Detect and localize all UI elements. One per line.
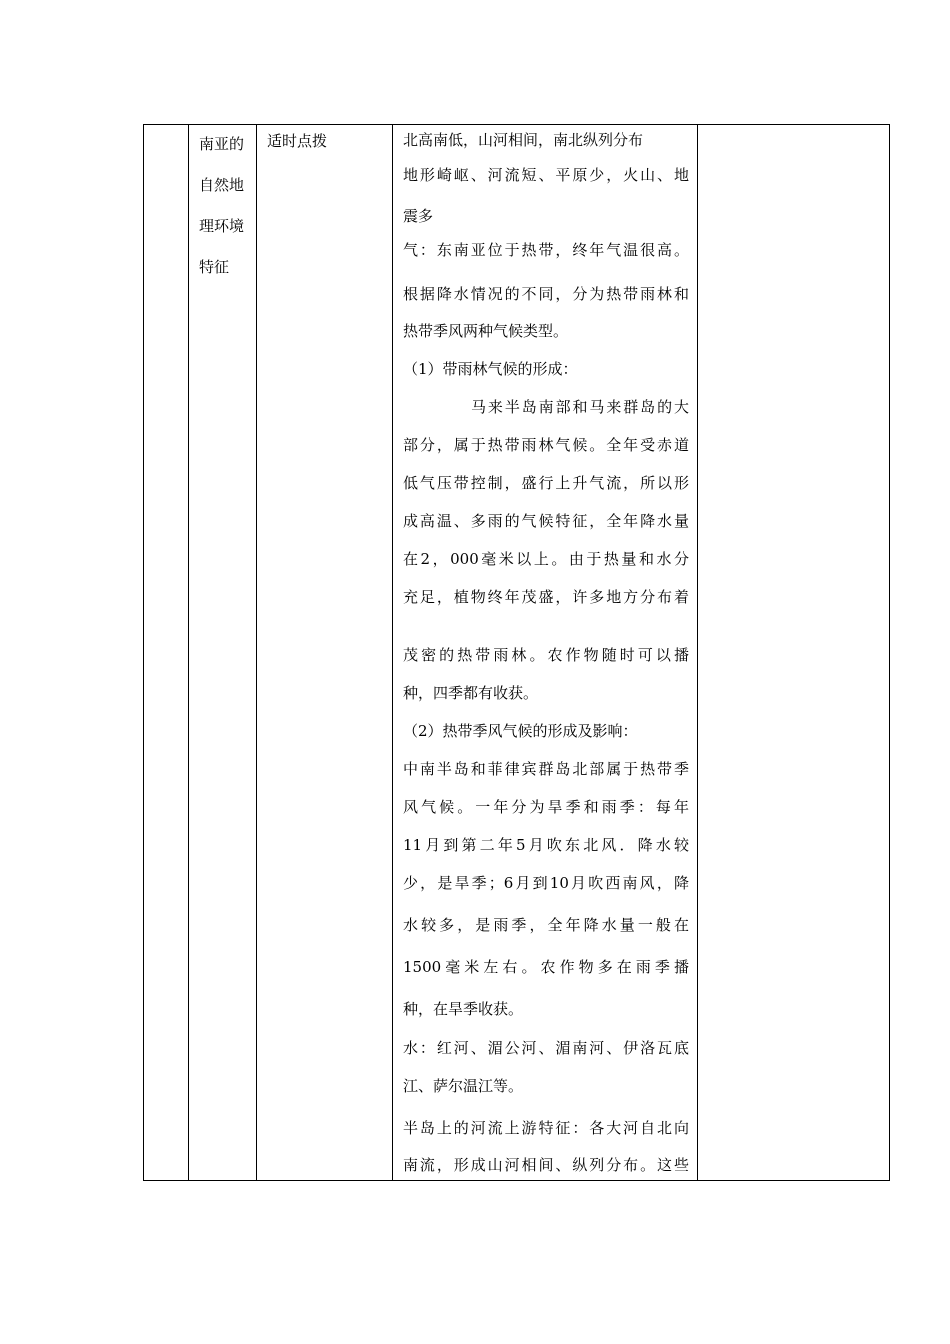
column-divider-3 [392,125,393,1180]
content-line: 低气压带控制，盛行上升气流，所以形 [403,474,689,492]
topic-line: 特征 [199,258,230,276]
content-line: 震多 [403,207,434,225]
content-line: 少，是旱季；6月到10月吹西南风，降 [403,874,689,892]
content-line: 热带季风两种气候类型。 [403,322,569,340]
content-line: 种，在旱季收获。 [403,1000,524,1018]
content-line: 马来半岛南部和马来群岛的大 [471,398,689,416]
content-line: 南流，形成山河相间、纵列分布。这些 [403,1156,689,1174]
content-line: 茂密的热带雨林。农作物随时可以播 [403,646,689,664]
content-line: 水较多，是雨季，全年降水量一般在 [403,916,689,934]
content-line: 11月到第二年5月吹东北风．降水较 [403,836,689,854]
teaching-step-cell [267,129,387,153]
content-line: 半岛上的河流上游特征：各大河自北向 [403,1119,689,1137]
content-line: 在2，000毫米以上。由于热量和水分 [403,550,689,568]
topic-cell [199,124,257,288]
topic-line: 自然地 [199,176,245,194]
content-line: 风气候。一年分为旱季和雨季：每年 [403,798,689,816]
column-divider-1 [188,125,189,1180]
content-line: 1500毫米左右。农作物多在雨季播 [403,958,689,976]
content-line: 种，四季都有收获。 [403,684,539,702]
content-line: 成高温、多雨的气候特征，全年降水量 [403,512,689,530]
content-line: 北高南低，山河相间，南北纵列分布 [403,131,644,149]
content-line: 部分，属于热带雨林气候。全年受赤道 [403,436,689,454]
content-line: 根据降水情况的不同，分为热带雨林和 [403,285,689,303]
teaching-step-label: 适时点拨 [267,132,328,150]
lesson-table [143,124,890,1181]
topic-line: 理环境 [199,217,245,235]
topic-line: 南亚的 [199,135,245,153]
column-divider-4 [697,125,698,1180]
content-line: 中南半岛和菲律宾群岛北部属于热带季 [403,760,689,778]
content-line: 充足，植物终年茂盛，许多地方分布着 [403,588,689,606]
content-line: （1）带雨林气候的形成： [403,360,578,378]
content-line: 水：红河、湄公河、湄南河、伊洛瓦底 [403,1039,689,1057]
content-line: （2）热带季风气候的形成及影响： [403,722,638,740]
content-line: 气：东南亚位于热带，终年气温很高。 [403,241,689,259]
content-line: 地形崎岖、河流短、平原少，火山、地 [403,166,689,184]
content-line: 江、萨尔温江等。 [403,1077,524,1095]
